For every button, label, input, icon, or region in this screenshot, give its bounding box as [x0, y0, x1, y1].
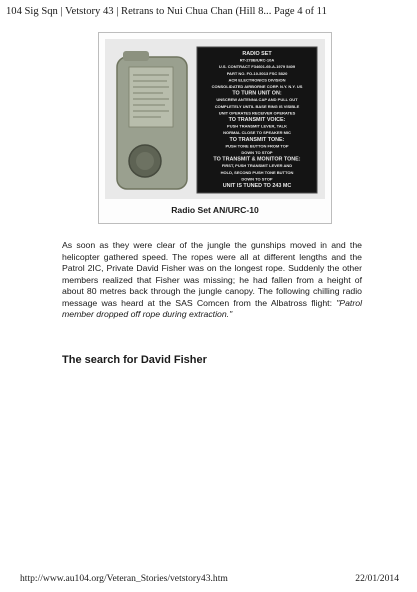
plate-line: RADIO SET — [242, 51, 272, 57]
radio-illustration — [105, 39, 325, 199]
plate-line: RT-278B/URC-10A — [239, 57, 275, 63]
plate-line: TO TRANSMIT VOICE: — [228, 117, 286, 123]
plate-line: TO TRANSMIT TONE: — [229, 136, 285, 143]
plate-line: DOWN TO STOP — [241, 150, 273, 155]
paragraph-text: As soon as they were clear of the jungle the gunships moved in and the helicopter gathered speed. The ropes were all at different lengths and the Patrol 2IC, Private David Fisher was on the longest rope. Suddenly the other members realized that Fisher was missing; he had fallen from a height of about 80 metres back through the jungle canopy. The following chilling radio message was heard at the SAS Comcen from the Albatross flight: — [62, 240, 362, 308]
plate-line: DOWN TO STOP — [241, 176, 273, 182]
plate-line: ACR ELECTRONICS DIVISION — [228, 77, 286, 83]
plate-line: HOLD, SECOND PUSH TONE BUTTON — [220, 169, 294, 175]
plate-line: PUSH TONE BUTTON FROM TOP — [225, 143, 289, 149]
plate-line: CONSOLIDATED AIRBORNE CORP. N.Y. N.Y. US — [211, 84, 303, 89]
plate-line: NORMAL CLOSE TO SPEAKER MIC — [223, 130, 291, 136]
plate-line: FIRST, PUSH TRANSMIT LEVER AND — [221, 163, 293, 169]
plate-line: TO TURN UNIT ON: — [232, 90, 282, 97]
plate-line: U.S. CONTRACT F34601-69-A-1979 5409 — [218, 64, 296, 70]
page-header: 104 Sig Sqn | Vetstory 43 | Retrans to Nui Chua Chan (Hill 8... Page 4 of 11 — [6, 6, 327, 17]
section-heading: The search for David Fisher — [62, 354, 207, 366]
plate-line: PUSH TRANSMIT LEVER, TALK — [227, 123, 287, 129]
plate-line: UNIT OPERATES RECEIVER OPERATES — [218, 110, 296, 116]
body-paragraph — [62, 240, 362, 321]
footer-date: 22/01/2014 — [355, 573, 399, 584]
plate-line: PART NO. FO-10-5013 FSC 5820 — [226, 70, 288, 76]
radio-photo — [105, 39, 325, 199]
figure — [98, 32, 332, 224]
footer-url: http://www.au104.org/Veteran_Stories/vetstory43.htm — [20, 573, 228, 584]
figure-caption: Radio Set AN/URC-10 — [171, 205, 259, 215]
plate-line: UNSCREW ANTENNA CAP AND PULL OUT — [216, 97, 298, 103]
plate-line: TO TRANSMIT & MONITOR TONE: — [213, 156, 301, 163]
plate-line: UNIT IS TUNED TO 243 MC — [222, 183, 292, 189]
plate-line: COMPLETELY UNTIL BASE RING IS VISIBLE — [214, 103, 300, 109]
radio-message-quote: "Patrol member dropped off rope during extraction." — [62, 297, 362, 319]
